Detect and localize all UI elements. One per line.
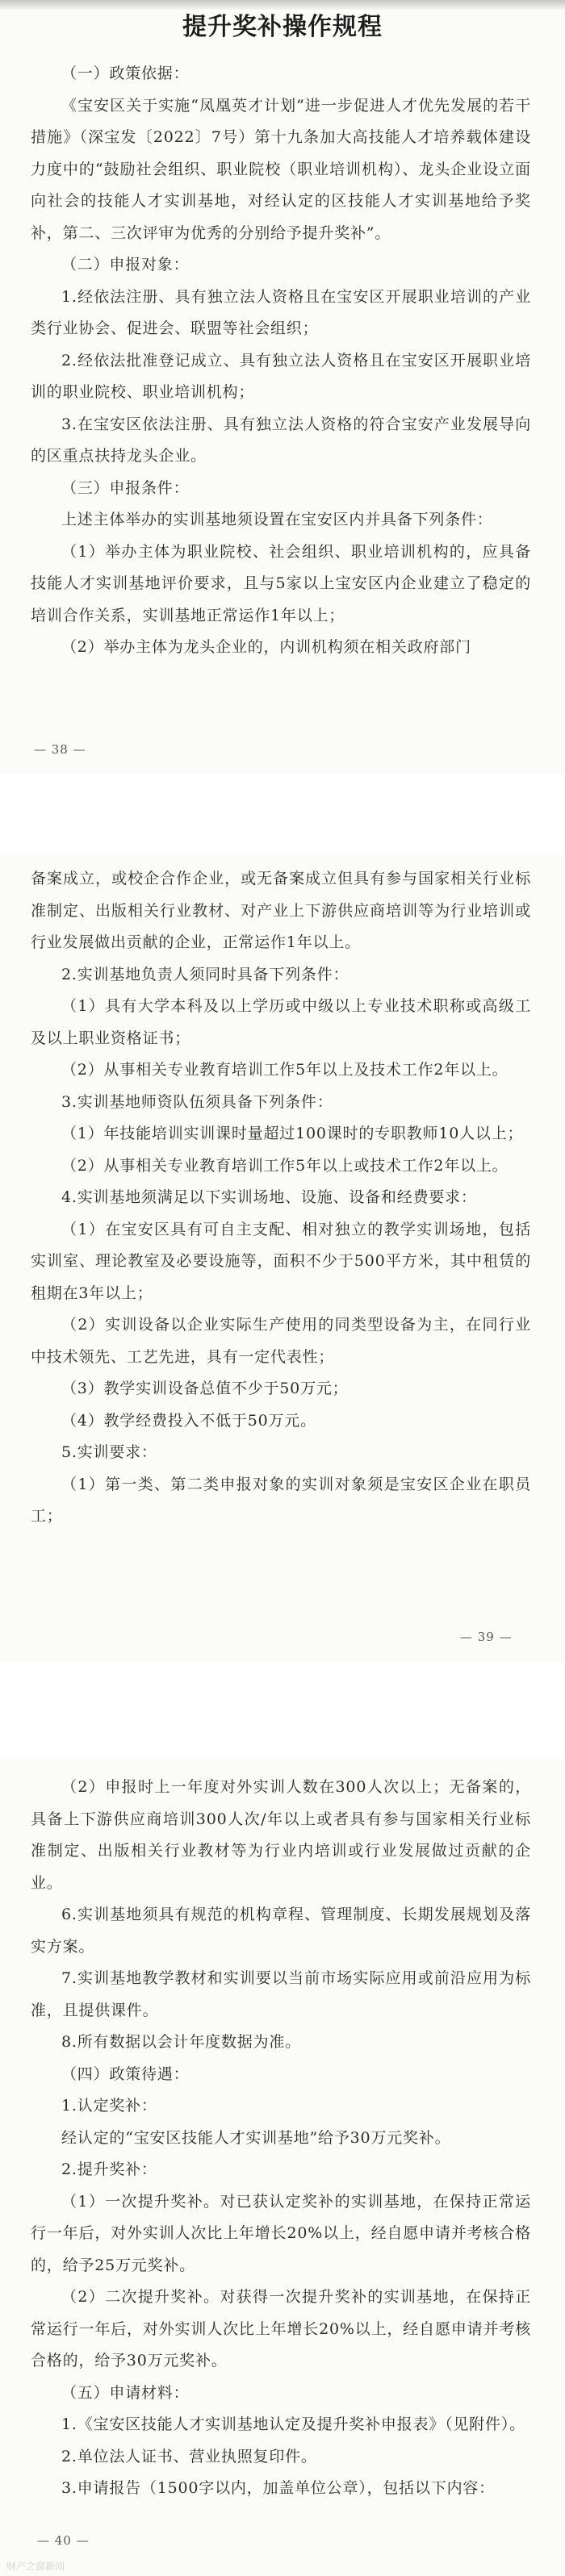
paragraph: 上述主体举办的实训基地须设置在宝安区内并具备下列条件：: [61, 511, 493, 528]
paragraph: 1.经依法注册、具有独立法人资格且在宝安区开展职业培训的产业类行业协会、促进会、联盟等社会组织；: [31, 287, 531, 337]
paragraph: 3.申请报告（1500字以内，加盖单位公章），包括以下内容：: [61, 2479, 495, 2497]
paragraph: （2）申报时上一年度对外实训人数在300人次以上；无备案的，具备上下游供应商培训300人次/年以上或者具有参与国家相关行业标准制定、出版相关行业教材等为行业内培训或行业发展做过贡献的企业。: [31, 1778, 531, 1892]
paragraph: 3.在宝安区依法注册、具有独立法人资格的符合宝安产业发展导向的区重点扶持龙头企业。: [31, 415, 531, 465]
page-gap: [0, 774, 565, 855]
section-heading: （三）申报条件：: [61, 478, 190, 497]
page-number: — 38 —: [34, 742, 86, 757]
paragraph: 《宝安区关于实施“凤凰英才计划”进一步促进人才优先发展的若干措施》（深宝发〔2022〕7号）第十九条加大高技能人才培养载体建设力度中的“鼓励社会组织、职业院校（职业培训机构）、龙头企业设立面向社会的技能人才实训基地，对经认定的区技能人才实训基地给予奖补，第二、三次评审为优秀的分别给予提升奖补”。: [31, 96, 531, 242]
paragraph: 2.单位法人证书、营业执照复印件。: [61, 2447, 317, 2465]
paragraph: 1.认定奖补：: [61, 2097, 157, 2115]
paragraph: （2）举办主体为龙头企业的，内训机构须在相关政府部门: [61, 638, 471, 656]
document-title: 提升奖补操作规程: [182, 13, 383, 41]
paragraph: 1.《宝安区技能人才实训基地认定及提升奖补申报表》（见附件）。: [61, 2415, 525, 2433]
paragraph: 3.实训基地师资队伍须具备下列条件：: [61, 1092, 333, 1111]
section-heading: （二）申报对象：: [61, 256, 190, 273]
paragraph: （1）一次提升奖补。对已获认定奖补的实训基地，在保持正常运行一年后，对外实训人次比上年增长20%以上，经自愿申请并考核合格的，给予25万元奖补。: [31, 2192, 531, 2274]
page-number: — 40 —: [37, 2533, 90, 2548]
paragraph: （2）实训设备以企业实际生产使用的同类型设备为主，在同行业中技术领先、工艺先进，具有一定代表性；: [31, 1316, 531, 1366]
page-body: [31, 58, 531, 664]
paragraph: 4.实训基地须满足以下实训场地、设施、设备和经费要求：: [61, 1188, 477, 1206]
section-heading: （一）政策依据：: [61, 65, 190, 82]
paragraph: （1）在宝安区具有可自主支配、相对独立的教学实训场地，包括实训室、理论教室及必要设施等，面积不少于500平方米，其中租赁的租期在3年以上；: [31, 1220, 531, 1302]
paragraph: （1）年技能培训实训课时量超过100课时的专职教师10人以上；: [61, 1125, 524, 1142]
paragraph: 经认定的“宝安区技能人才实训基地”给予30万元奖补。: [61, 2128, 451, 2147]
paragraph: （2）从事相关专业教育培训工作5年以上或技术工作2年以上。: [61, 1156, 508, 1175]
paragraph: （1）第一类、第二类申报对象的实训对象须是宝安区企业在职员工；: [31, 1475, 531, 1525]
paragraph: 2.实训基地负责人须同时具备下列条件：: [61, 965, 349, 983]
continued-paragraph: 备案成立，或校企合作企业，或无备案成立但具有参与国家相关行业标准制定、出版相关行业教材、对产业上下游供应商培训等为行业培训或行业发展做出贡献的企业，正常运作1年以上。: [31, 870, 531, 951]
paragraph: （3）教学实训设备总值不少于50万元；: [61, 1380, 349, 1397]
document-page-40: [0, 1759, 565, 2576]
paragraph: 2.提升奖补：: [61, 2161, 157, 2178]
document-page-38: [0, 0, 565, 774]
paragraph: 8.所有数据以会计年度数据为准。: [61, 2033, 301, 2051]
section-heading: （五）申请材料：: [61, 2383, 190, 2402]
paragraph: （2）二次提升奖补。对获得一次提升奖补的实训基地，在保持正常运行一年后，对外实训人次比上年增长20%以上，经自愿申请并考核合格的，给予30万元奖补。: [31, 2288, 531, 2369]
source-watermark: 财产之窗新闻: [6, 2561, 65, 2572]
paragraph: （4）教学经费投入不低于50万元。: [61, 1411, 316, 1430]
paragraph: 7.实训基地教学教材和实训要以当前市场实际应用或前沿应用为标准，且提供课件。: [31, 1969, 531, 2019]
paragraph: （2）从事相关专业教育培训工作5年以上及技术工作2年以上。: [61, 1061, 508, 1079]
paragraph: 2.经依法批准登记成立、具有独立法人资格且在宝安区开展职业培训的职业院校、职业培训机构；: [31, 351, 531, 401]
page-gap: [0, 1662, 565, 1759]
page-body: [31, 1772, 531, 2505]
paragraph: 5.实训要求：: [61, 1443, 157, 1461]
page-number: — 39 —: [460, 1630, 513, 1644]
paragraph: 6.实训基地须具有规范的机构章程、管理制度、长期发展规划及落实方案。: [31, 1906, 531, 1956]
document-page-39: [0, 855, 565, 1662]
paragraph: （1）具有大学本科及以上学历或中级以上专业技术职称或高级工及以上职业资格证书；: [31, 997, 531, 1047]
section-heading: （四）政策待遇：: [61, 2065, 190, 2083]
page-body: [31, 863, 531, 1533]
paragraph: （1）举办主体为职业院校、社会组织、职业培训机构的，应具备技能人才实训基地评价要求，且与5家以上宝安区内企业建立了稳定的培训合作关系，实训基地正常运作1年以上；: [31, 542, 531, 624]
